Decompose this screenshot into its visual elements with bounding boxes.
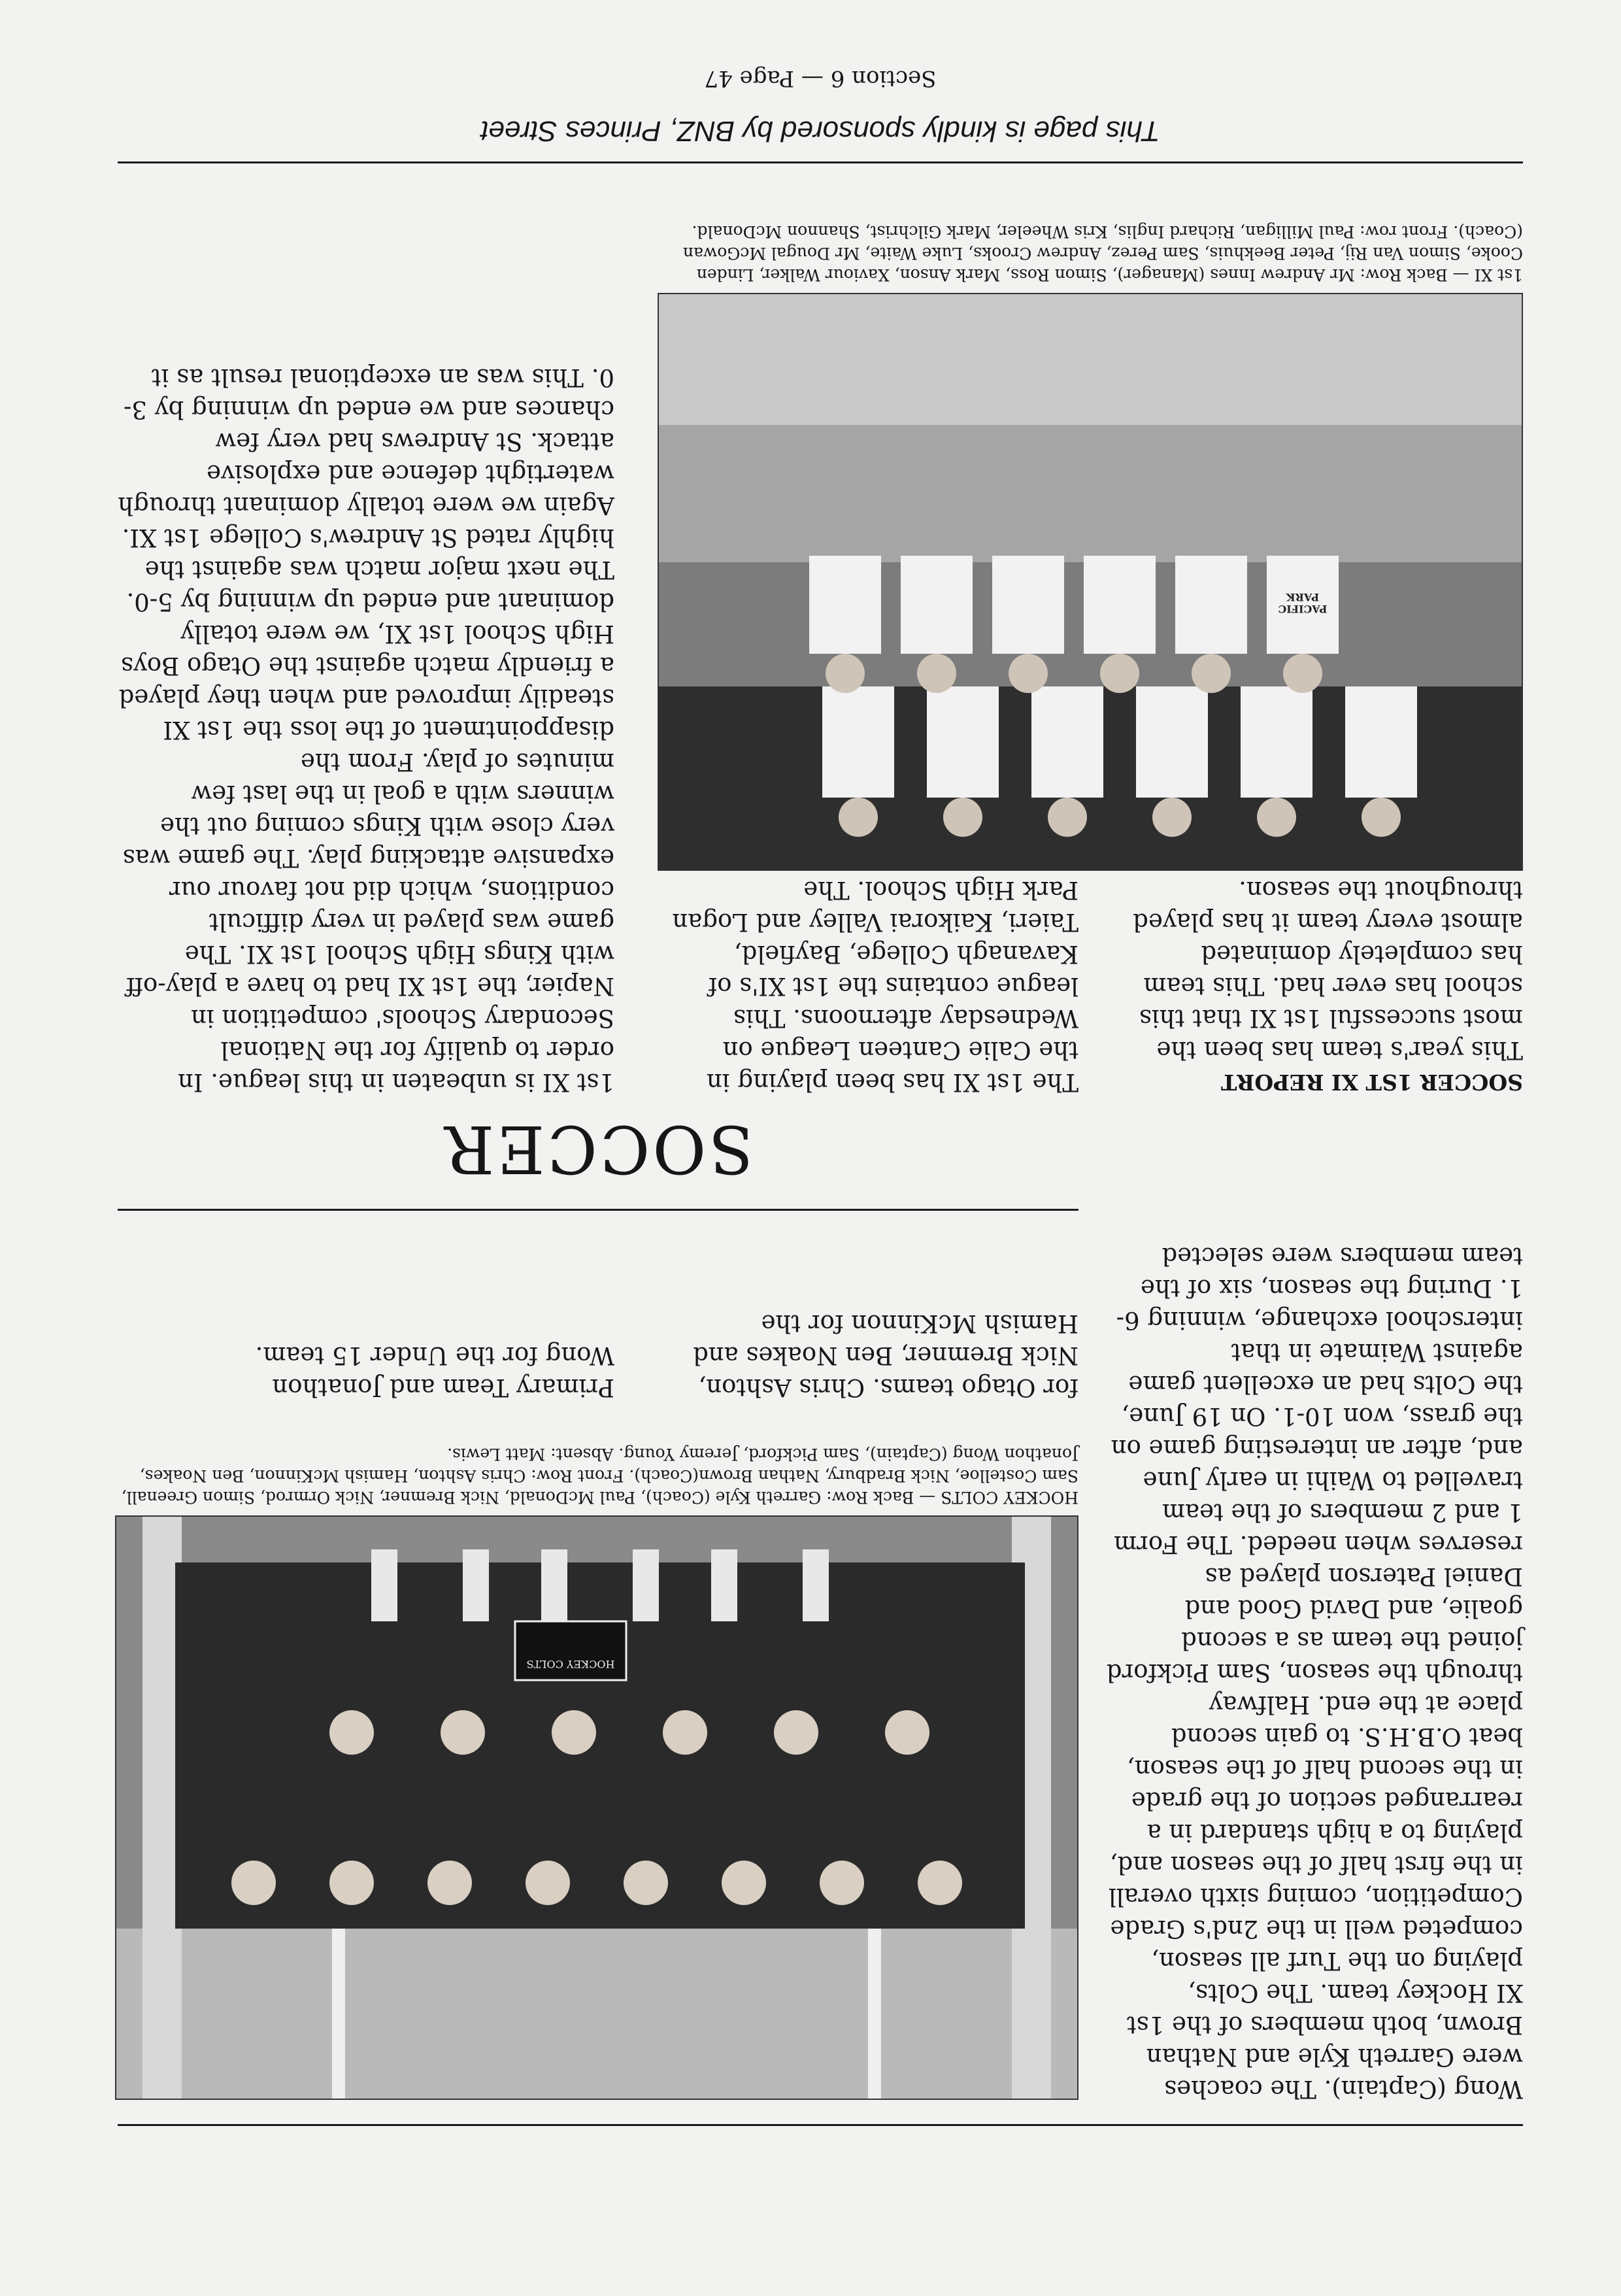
hockey-column-1 bbox=[1105, 1144, 1523, 2105]
soccer-team-photo bbox=[658, 293, 1523, 871]
soccer-heading: SOCCER bbox=[443, 1111, 754, 1187]
hockey-col3-text: Primary Team and Jonathon Wong for the Under 15 team. bbox=[255, 1342, 614, 1402]
soccer-col2-text: The 1st XI has been playing in the Calie Canteen League on Wednesday afternoons. This league contains the 1st XI's of Kavanagh College, Bayfield, Taieri, Kaikorai Valley and Logan Park High School. The bbox=[672, 876, 1078, 1096]
hockey-column-3 bbox=[209, 1240, 614, 1404]
soccer-column-2 bbox=[660, 876, 1078, 1098]
soccer-subheading: SOCCER 1ST XI REPORT bbox=[1220, 1070, 1523, 1095]
soccer-col1-text: This year's team has been the most successful 1st XI that this school has ever had. This team has completely dominated almost every team it has played throughout the season. bbox=[1133, 876, 1523, 1064]
hockey-col1-text: Wong (Captain). The coaches were Garreth Kyle and Nathan Brown, both members of the 1st XI Hockey team. The Colts, playing on the Turf all season, competed well in the 2nd's Grade Competition, coming sixth overall in the first half of the season and, playing to a high standard in a rearranged section of the grade in the second half of the season, beat O.B.H.S. to gain second place at the end. Halfway through the season, Sam Pickford joined the team as a second goalie, and David Good and Daniel Paterson played as reserves when needed. The Form 1 and 2 members of the team travelled to Waihi in early June and, after an interesting game on the grass, won 10-1. On 19 June, the Colts had an excellent game against Waimate in that interschool exchange, winning 6-1. During the season, six of the team members were selected bbox=[1106, 1242, 1523, 2103]
top-rule bbox=[118, 2124, 1523, 2126]
hockey-column-2 bbox=[673, 1240, 1078, 1404]
section-page-label: Section 6 — Page 47 bbox=[704, 65, 937, 92]
soccer-photo-caption: 1st XI — Back Row: Mr Andrew Innes (Manager), Simon Ross, Mark Anson, Xaviour Walker, Linden Cooke, Simon Van Rij, Peter Beekhuis, Sam Perez, Andrew Crooks, Luke Waite, Mr Dougal McGowan (Coach). Front row: Paul Milligan, Richard Inglis, Kris Wheeler, Mark Gilchrist, Shannon McDonald. bbox=[682, 222, 1523, 284]
bottom-rule bbox=[118, 161, 1523, 163]
hockey-colts-photo bbox=[115, 1515, 1078, 2100]
hockey-photo-sign: HOCKEY COLTS bbox=[526, 1658, 615, 1670]
sponsor-line: This page is kindly sponsored by BNZ, Princes Street bbox=[480, 115, 1160, 147]
hockey-photo-graphic bbox=[116, 1517, 1077, 2099]
soccer-column-3 bbox=[118, 163, 614, 1098]
soccer-photo-graphic bbox=[659, 294, 1522, 869]
soccer-col3-text: 1st XI is unbeaten in this league. In order to qualify for the National Secondary Schools' competition in Napier, the 1st XI had to have a play-off with Kings High School 1st XI. The game was played in very difficult conditions, which did not favour our expansive attacking play. The game was very close with Kings coming out the winners with a goal in the last few minutes of play. From the disappointment of the loss the 1st XI steadily improved and when they played a friendly match against the Otago Boys High School 1st XI, we were totally dominant and ended up winning by 5-0. The next major match was against the highly rated St Andrew's College 1st XI. Again we were totally dominant through watertight defence and explosive attack. St Andrews had very few chances and we ended up winning by 3-0. This was an exceptional result as it bbox=[118, 363, 614, 1096]
hockey-col2-text: for Otago teams. Chris Ashton, Nick Bremner, Ben Noakes and Hamish McKinnon for the bbox=[693, 1309, 1078, 1402]
hockey-photo-caption: HOCKEY COLTS — Back Row: Garreth Kyle (Coach), Paul McDonald, Nick Bremner, Nick Ormrod, Simon Greenall, Sam Costelloe, Nick Bradbury, Nathan Brown(Coach). Front Row: Chris Ashton, Hamish McKinnon, Ben Noakes, Jonathon Wong (Captain), Sam Pickford, Jeremy Young. Absent: Matt Lewis. bbox=[121, 1445, 1078, 1507]
soccer-column-1 bbox=[1118, 876, 1523, 1098]
section-rule bbox=[118, 1209, 1078, 1211]
soccer-shirt-sponsor: PACIFIC PARK bbox=[1278, 591, 1328, 615]
